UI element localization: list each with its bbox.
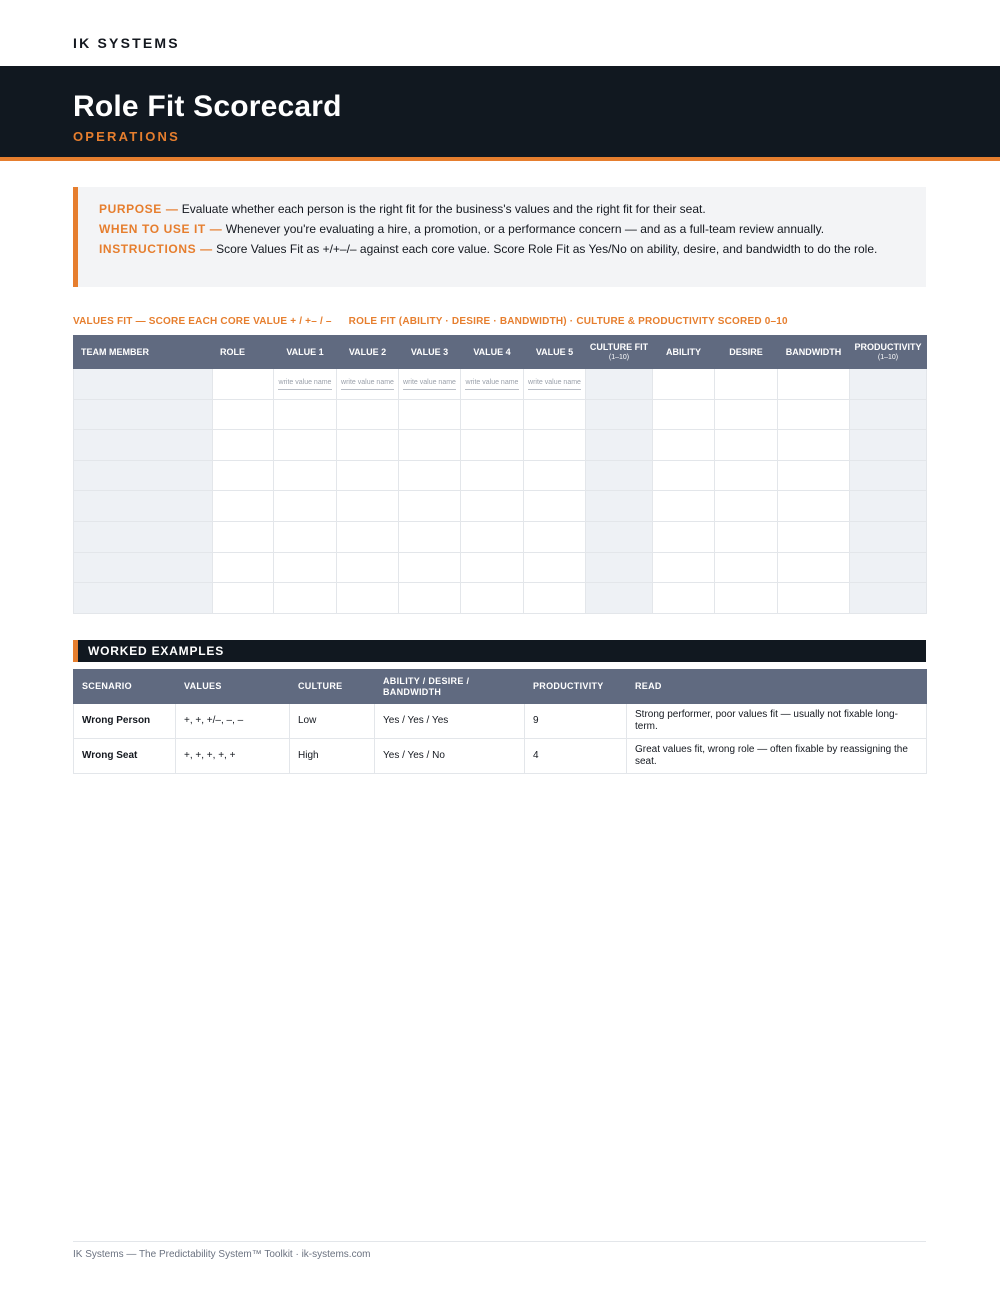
scorecard-header-row: [74, 336, 927, 369]
desire-input-cell[interactable]: [715, 399, 778, 430]
value-2-input-cell[interactable]: [337, 491, 399, 522]
bandwidth-input-cell[interactable]: [778, 491, 850, 522]
culture-fit-label: CULTURE FIT: [589, 341, 649, 352]
worked-examples-table: [73, 669, 927, 774]
value-3-input-cell[interactable]: [399, 583, 461, 614]
value-2-input-cell[interactable]: [337, 430, 399, 461]
desire-input-cell[interactable]: [715, 491, 778, 522]
culture-fit-input-cell[interactable]: [586, 369, 653, 400]
when-line: [99, 221, 906, 237]
culture-fit-input-cell[interactable]: [586, 399, 653, 430]
ability-input-cell[interactable]: [653, 460, 715, 491]
productivity-range: (1–10): [877, 353, 899, 361]
value-1-input-cell[interactable]: [274, 521, 337, 552]
instructions-label: INSTRUCTIONS —: [99, 242, 213, 256]
value-5-name-field[interactable]: [524, 369, 586, 400]
value-1-input-cell[interactable]: [274, 491, 337, 522]
worked-examples-bar: [73, 640, 926, 662]
scenario-cell: Wrong Person: [74, 704, 176, 739]
role-input-cell[interactable]: [213, 583, 274, 614]
ability-input-cell[interactable]: [653, 552, 715, 583]
col-team-member: TEAM MEMBER: [74, 336, 213, 369]
header-banner: [0, 66, 1000, 161]
culture-fit-input-cell[interactable]: [586, 583, 653, 614]
scorecard-table: [73, 335, 927, 614]
col-value-4: VALUE 4: [461, 336, 524, 369]
scorecard-section-heads: [73, 316, 788, 327]
worked-examples-title: WORKED EXAMPLES: [88, 644, 225, 658]
team-member-input-cell[interactable]: [74, 491, 213, 522]
value-2-input-cell[interactable]: [337, 521, 399, 552]
values-cell: +, +, +/–, –, –: [176, 704, 290, 739]
value-1-input-cell[interactable]: [274, 583, 337, 614]
ability-cell: Yes / Yes / No: [375, 739, 525, 774]
team-member-input-cell[interactable]: [74, 430, 213, 461]
scenario-cell: Wrong Seat: [74, 739, 176, 774]
col-culture: CULTURE: [290, 670, 375, 704]
ability-input-cell[interactable]: [653, 521, 715, 552]
col-value-3: VALUE 3: [399, 336, 461, 369]
value-3-input-cell[interactable]: [399, 552, 461, 583]
scorecard-row: [74, 369, 927, 400]
worked-header-row: [74, 670, 927, 704]
culture-fit-range: (1–10): [608, 353, 630, 361]
scorecard-row: [74, 552, 927, 583]
role-input-cell[interactable]: [213, 460, 274, 491]
values-fit-heading: VALUES FIT — SCORE EACH CORE VALUE + / +– / –: [73, 316, 332, 327]
instructions-line: [99, 241, 906, 257]
role-fit-heading: ROLE FIT (ABILITY · DESIRE · BANDWIDTH) · CULTURE & PRODUCTIVITY SCORED 0–10: [348, 316, 788, 327]
col-value-5: VALUE 5: [524, 336, 586, 369]
col-value-1: VALUE 1: [274, 336, 337, 369]
col-productivity: [850, 336, 927, 369]
col-productivity-worked: PRODUCTIVITY: [525, 670, 627, 704]
purpose-line: [99, 201, 906, 217]
bandwidth-input-cell[interactable]: [778, 399, 850, 430]
role-input-cell[interactable]: [213, 399, 274, 430]
scorecard-row: [74, 430, 927, 461]
value-4-input-cell[interactable]: [461, 399, 524, 430]
bandwidth-input-cell[interactable]: [778, 552, 850, 583]
value-name-placeholder: write value name: [465, 377, 519, 390]
productivity-cell: 9: [525, 704, 627, 739]
desire-input-cell[interactable]: [715, 552, 778, 583]
productivity-input-cell[interactable]: [850, 460, 927, 491]
productivity-input-cell[interactable]: [850, 369, 927, 400]
value-2-input-cell[interactable]: [337, 399, 399, 430]
instructions-text: Score Values Fit as +/+–/– against each core value. Score Role Fit as Yes/No on ability, desire, and bandwidth to do the role.: [216, 242, 878, 256]
value-4-name-field[interactable]: [461, 369, 524, 400]
value-3-input-cell[interactable]: [399, 430, 461, 461]
value-name-placeholder: write value name: [528, 377, 581, 390]
col-ability-desire-bandwidth: ABILITY / DESIRE / BANDWIDTH: [375, 670, 525, 704]
culture-fit-input-cell[interactable]: [586, 430, 653, 461]
purpose-text: Evaluate whether each person is the right fit for the business's values and the right fit for their seat.: [181, 202, 706, 216]
value-1-input-cell[interactable]: [274, 552, 337, 583]
col-bandwidth: BANDWIDTH: [778, 336, 850, 369]
desire-input-cell[interactable]: [715, 430, 778, 461]
value-name-placeholder: write value name: [278, 377, 332, 390]
value-name-placeholder: write value name: [341, 377, 394, 390]
col-scenario: SCENARIO: [74, 670, 176, 704]
bandwidth-input-cell[interactable]: [778, 583, 850, 614]
value-3-name-field[interactable]: [399, 369, 461, 400]
value-4-input-cell[interactable]: [461, 491, 524, 522]
value-2-input-cell[interactable]: [337, 583, 399, 614]
col-values: VALUES: [176, 670, 290, 704]
col-ability: ABILITY: [653, 336, 715, 369]
bandwidth-input-cell[interactable]: [778, 430, 850, 461]
productivity-label: PRODUCTIVITY: [854, 341, 922, 352]
value-5-input-cell[interactable]: [524, 430, 586, 461]
value-3-input-cell[interactable]: [399, 521, 461, 552]
instructions-panel: [73, 187, 926, 287]
value-4-input-cell[interactable]: [461, 430, 524, 461]
role-input-cell[interactable]: [213, 552, 274, 583]
productivity-input-cell[interactable]: [850, 430, 927, 461]
culture-cell: High: [290, 739, 375, 774]
culture-fit-input-cell[interactable]: [586, 552, 653, 583]
productivity-input-cell[interactable]: [850, 399, 927, 430]
value-2-name-field[interactable]: [337, 369, 399, 400]
culture-fit-input-cell[interactable]: [586, 491, 653, 522]
value-5-input-cell[interactable]: [524, 583, 586, 614]
value-4-input-cell[interactable]: [461, 552, 524, 583]
ability-input-cell[interactable]: [653, 399, 715, 430]
role-input-cell[interactable]: [213, 521, 274, 552]
purpose-label: PURPOSE —: [99, 202, 179, 216]
ability-cell: Yes / Yes / Yes: [375, 704, 525, 739]
value-3-input-cell[interactable]: [399, 399, 461, 430]
value-5-input-cell[interactable]: [524, 491, 586, 522]
team-member-input-cell[interactable]: [74, 521, 213, 552]
productivity-input-cell[interactable]: [850, 583, 927, 614]
bandwidth-input-cell[interactable]: [778, 521, 850, 552]
col-value-2: VALUE 2: [337, 336, 399, 369]
value-5-input-cell[interactable]: [524, 460, 586, 491]
read-cell: Strong performer, poor values fit — usually not fixable long-term.: [627, 704, 927, 739]
value-3-input-cell[interactable]: [399, 491, 461, 522]
scorecard-row: [74, 491, 927, 522]
scorecard-row: [74, 460, 927, 491]
value-4-input-cell[interactable]: [461, 521, 524, 552]
ability-input-cell[interactable]: [653, 430, 715, 461]
ability-input-cell[interactable]: [653, 491, 715, 522]
scorecard-body: [74, 369, 927, 614]
when-label: WHEN TO USE IT —: [99, 222, 223, 236]
value-2-input-cell[interactable]: [337, 460, 399, 491]
culture-fit-input-cell[interactable]: [586, 460, 653, 491]
bandwidth-input-cell[interactable]: [778, 460, 850, 491]
value-5-input-cell[interactable]: [524, 552, 586, 583]
value-5-input-cell[interactable]: [524, 521, 586, 552]
value-4-input-cell[interactable]: [461, 583, 524, 614]
role-input-cell[interactable]: [213, 430, 274, 461]
value-name-placeholder: write value name: [403, 377, 456, 390]
value-1-input-cell[interactable]: [274, 460, 337, 491]
page-subtitle: OPERATIONS: [73, 129, 180, 144]
page-footer: IK Systems — The Predictability System™ Toolkit · ik-systems.com: [73, 1249, 371, 1260]
read-cell: Great values fit, wrong role — often fixable by reassigning the seat.: [627, 739, 927, 774]
value-4-input-cell[interactable]: [461, 460, 524, 491]
team-member-input-cell[interactable]: [74, 369, 213, 400]
desire-input-cell[interactable]: [715, 583, 778, 614]
team-member-input-cell[interactable]: [74, 583, 213, 614]
desire-input-cell[interactable]: [715, 521, 778, 552]
footer-divider: [73, 1241, 926, 1242]
table-row: [74, 739, 927, 774]
value-3-input-cell[interactable]: [399, 460, 461, 491]
col-culture-fit: [586, 336, 653, 369]
values-cell: +, +, +, +, +: [176, 739, 290, 774]
productivity-input-cell[interactable]: [850, 491, 927, 522]
value-1-name-field[interactable]: [274, 369, 337, 400]
productivity-cell: 4: [525, 739, 627, 774]
culture-fit-input-cell[interactable]: [586, 521, 653, 552]
role-input-cell[interactable]: [213, 491, 274, 522]
value-1-input-cell[interactable]: [274, 399, 337, 430]
ability-input-cell[interactable]: [653, 583, 715, 614]
col-desire: DESIRE: [715, 336, 778, 369]
scorecard-row: [74, 583, 927, 614]
productivity-input-cell[interactable]: [850, 521, 927, 552]
team-member-input-cell[interactable]: [74, 552, 213, 583]
role-input-cell[interactable]: [213, 369, 274, 400]
scorecard-row: [74, 521, 927, 552]
col-read: READ: [627, 670, 927, 704]
scorecard-row: [74, 399, 927, 430]
page-title: Role Fit Scorecard: [73, 90, 342, 123]
ability-input-cell[interactable]: [653, 369, 715, 400]
desire-input-cell[interactable]: [715, 460, 778, 491]
value-1-input-cell[interactable]: [274, 430, 337, 461]
when-text: Whenever you're evaluating a hire, a promotion, or a performance concern — and as a full-team review annually.: [225, 222, 825, 236]
brand-name: IK SYSTEMS: [73, 35, 180, 51]
team-member-input-cell[interactable]: [74, 399, 213, 430]
culture-cell: Low: [290, 704, 375, 739]
team-member-input-cell[interactable]: [74, 460, 213, 491]
value-2-input-cell[interactable]: [337, 552, 399, 583]
desire-input-cell[interactable]: [715, 369, 778, 400]
productivity-input-cell[interactable]: [850, 552, 927, 583]
value-5-input-cell[interactable]: [524, 399, 586, 430]
bandwidth-input-cell[interactable]: [778, 369, 850, 400]
table-row: [74, 704, 927, 739]
col-role: ROLE: [213, 336, 274, 369]
